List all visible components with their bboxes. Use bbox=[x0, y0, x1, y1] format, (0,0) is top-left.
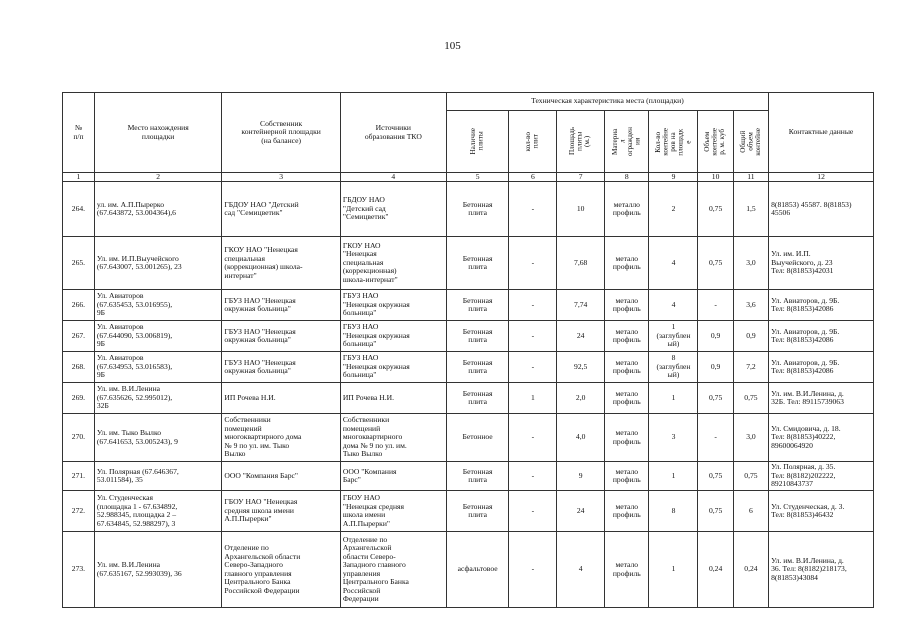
cell-volume: 0,75 bbox=[698, 182, 733, 237]
column-number: 3 bbox=[222, 173, 340, 182]
cell-containers: 1 bbox=[649, 462, 698, 491]
cell-owner: ГБОУ НАО "Ненецкая средняя школа имени А.П.Пырерки" bbox=[222, 491, 340, 532]
cell-total-volume: 0,75 bbox=[733, 462, 768, 491]
cell-location: Ул. Студенческая (площадка 1 - 67.634892, 52.988345, площадка 2 – 67.634845, 52.988297), 3 bbox=[94, 491, 222, 532]
cell-location: Ул. им. И.П.Выучейского (67.643007, 53.001265), 23 bbox=[94, 237, 222, 290]
cell-containers: 4 bbox=[649, 237, 698, 290]
cell-fence: метало профиль bbox=[605, 237, 649, 290]
cell-location: Ул. Авиаторов (67.635453, 53.016955), 9Б bbox=[94, 290, 222, 321]
cell-total-volume: 6 bbox=[733, 491, 768, 532]
cell-num: 271. bbox=[63, 462, 95, 491]
cell-slab-count: - bbox=[509, 237, 557, 290]
cell-num: 266. bbox=[63, 290, 95, 321]
column-number: 7 bbox=[557, 173, 605, 182]
cell-volume: 0,75 bbox=[698, 383, 733, 414]
cell-slab: Бетонная плита bbox=[446, 491, 509, 532]
cell-slab-count: - bbox=[509, 414, 557, 462]
cell-volume: 0,75 bbox=[698, 491, 733, 532]
table-row bbox=[63, 182, 874, 237]
header-slab: Наличие плиты bbox=[446, 111, 509, 173]
cell-volume: 0,9 bbox=[698, 321, 733, 352]
cell-num: 267. bbox=[63, 321, 95, 352]
cell-num: 270. bbox=[63, 414, 95, 462]
table-row bbox=[63, 462, 874, 491]
column-number: 11 bbox=[733, 173, 768, 182]
cell-slab: Бетонная плита bbox=[446, 290, 509, 321]
cell-slab: Бетонное bbox=[446, 414, 509, 462]
cell-fence: метало профиль bbox=[605, 321, 649, 352]
column-number-row bbox=[63, 173, 874, 182]
cell-volume: - bbox=[698, 414, 733, 462]
cell-source: ООО "Компания Барс" bbox=[340, 462, 446, 491]
cell-num: 273. bbox=[63, 532, 95, 608]
header-contacts: Контактные данные bbox=[769, 93, 874, 173]
cell-area: 9 bbox=[557, 462, 605, 491]
cell-owner: ГБДОУ НАО "Детский сад "Семицветик" bbox=[222, 182, 340, 237]
cell-slab-count: 1 bbox=[509, 383, 557, 414]
cell-source: ИП Рочева Н.И. bbox=[340, 383, 446, 414]
cell-source: ГБУЗ НАО "Ненецкая окружная больница" bbox=[340, 290, 446, 321]
cell-contacts: Ул. Смидовича, д. 18. Тел: 8(81853)40222, 89600064920 bbox=[769, 414, 874, 462]
cell-contacts: Ул. Полярная, д. 35. Тел: 8(8182)202222, 89210843737 bbox=[769, 462, 874, 491]
cell-area: 10 bbox=[557, 182, 605, 237]
cell-slab: Бетонная плита bbox=[446, 383, 509, 414]
cell-owner: ГБУЗ НАО "Ненецкая окружная больница" bbox=[222, 352, 340, 383]
cell-num: 269. bbox=[63, 383, 95, 414]
cell-area: 92,5 bbox=[557, 352, 605, 383]
column-number: 1 bbox=[63, 173, 95, 182]
cell-num: 264. bbox=[63, 182, 95, 237]
column-number: 4 bbox=[340, 173, 446, 182]
cell-slab: Бетонная плита bbox=[446, 237, 509, 290]
cell-total-volume: 3,0 bbox=[733, 414, 768, 462]
cell-area: 7,68 bbox=[557, 237, 605, 290]
cell-contacts: Ул. Авиаторов, д. 9Б. Тел: 8(81853)42086 bbox=[769, 290, 874, 321]
cell-area: 4 bbox=[557, 532, 605, 608]
column-number: 6 bbox=[509, 173, 557, 182]
page-number: 105 bbox=[444, 40, 461, 52]
header-tech-group: Техническая характеристика места (площадки) bbox=[446, 93, 768, 111]
cell-slab: Бетонная плита bbox=[446, 182, 509, 237]
cell-slab-count: - bbox=[509, 462, 557, 491]
cell-containers: 3 bbox=[649, 414, 698, 462]
cell-total-volume: 1,5 bbox=[733, 182, 768, 237]
cell-source: ГКОУ НАО "Ненецкая специальная (коррекционная) школа-интернат" bbox=[340, 237, 446, 290]
cell-contacts: Ул. им. В.И.Ленина, д. 36. Тел: 8(8182)218173, 8(81853)43084 bbox=[769, 532, 874, 608]
header-container-volume: Объем контейне р, м. куб bbox=[698, 111, 733, 173]
cell-containers: 2 bbox=[649, 182, 698, 237]
cell-area: 4,0 bbox=[557, 414, 605, 462]
cell-slab: Бетонная плита bbox=[446, 462, 509, 491]
header-row bbox=[63, 93, 874, 111]
cell-num: 268. bbox=[63, 352, 95, 383]
header-num: № п/п bbox=[63, 93, 95, 173]
column-number: 8 bbox=[605, 173, 649, 182]
cell-slab-count: - bbox=[509, 491, 557, 532]
cell-total-volume: 0,9 bbox=[733, 321, 768, 352]
header-total-volume: Общий объем контейне bbox=[733, 111, 768, 173]
cell-containers: 8 bbox=[649, 491, 698, 532]
cell-slab-count: - bbox=[509, 290, 557, 321]
cell-area: 2,0 bbox=[557, 383, 605, 414]
cell-volume: - bbox=[698, 290, 733, 321]
cell-owner: ГБУЗ НАО "Ненецкая окружная больница" bbox=[222, 321, 340, 352]
cell-slab: асфальтовое bbox=[446, 532, 509, 608]
column-number: 12 bbox=[769, 173, 874, 182]
cell-contacts: Ул. им. В.И.Ленина, д. 32Б. Тел: 89115739063 bbox=[769, 383, 874, 414]
cell-owner: ИП Рочева Н.И. bbox=[222, 383, 340, 414]
table-body bbox=[63, 182, 874, 608]
cell-num: 265. bbox=[63, 237, 95, 290]
cell-contacts: 8(81853) 45587. 8(81853) 45506 bbox=[769, 182, 874, 237]
header-slab-count: кол-во плит bbox=[509, 111, 557, 173]
cell-location: Ул. Полярная (67.646367, 53.011584), 35 bbox=[94, 462, 222, 491]
cell-fence: металло профиль bbox=[605, 182, 649, 237]
header-slab-area: Площадь плиты (м.) bbox=[557, 111, 605, 173]
cell-fence: метало профиль bbox=[605, 414, 649, 462]
cell-source: Отделение по Архангельской области Северо- Западного главного управления Центрального Банка Российской Федерации bbox=[340, 532, 446, 608]
cell-area: 7,74 bbox=[557, 290, 605, 321]
column-number: 9 bbox=[649, 173, 698, 182]
cell-location: Ул. Авиаторов (67.634953, 53.016583), 9Б bbox=[94, 352, 222, 383]
table-row bbox=[63, 237, 874, 290]
cell-fence: метало профиль bbox=[605, 491, 649, 532]
cell-source: ГБДОУ НАО "Детский сад "Семицветик" bbox=[340, 182, 446, 237]
cell-fence: метало профиль bbox=[605, 532, 649, 608]
cell-slab-count: - bbox=[509, 532, 557, 608]
cell-owner: Отделение по Архангельской области Северо-Западного главного управления Центрального Банка Российской Федерации bbox=[222, 532, 340, 608]
cell-area: 24 bbox=[557, 491, 605, 532]
cell-contacts: Ул. Студенческая, д. 3. Тел: 8(81853)46432 bbox=[769, 491, 874, 532]
table-row bbox=[63, 414, 874, 462]
table-row bbox=[63, 321, 874, 352]
cell-fence: метало профиль bbox=[605, 290, 649, 321]
header-container-count: Кол-во контейне ров на площадк е bbox=[649, 111, 698, 173]
column-number: 2 bbox=[94, 173, 222, 182]
cell-containers: 1 bbox=[649, 532, 698, 608]
cell-owner: Собственники помещений многоквартирного дома № 9 по ул. им. Тыко Вылко bbox=[222, 414, 340, 462]
cell-num: 272. bbox=[63, 491, 95, 532]
cell-source: ГБУЗ НАО "Ненецкая окружная больница" bbox=[340, 352, 446, 383]
cell-total-volume: 0,24 bbox=[733, 532, 768, 608]
cell-volume: 0,75 bbox=[698, 237, 733, 290]
cell-source: Собственники помещений многоквартирного дома № 9 по ул. им. Тыко Вылко bbox=[340, 414, 446, 462]
table-row bbox=[63, 352, 874, 383]
cell-location: Ул. им. В.И.Ленина (67.635167, 52.993039), 36 bbox=[94, 532, 222, 608]
cell-containers: 1 bbox=[649, 383, 698, 414]
cell-location: ул. им. А.П.Пырерко (67.643872, 53.004364),6 bbox=[94, 182, 222, 237]
header-location: Место нахождения площадки bbox=[94, 93, 222, 173]
cell-contacts: Ул. им. И.П. Выучейского, д. 23 Тел: 8(81853)42031 bbox=[769, 237, 874, 290]
cell-volume: 0,9 bbox=[698, 352, 733, 383]
table-row bbox=[63, 491, 874, 532]
cell-fence: метало профиль bbox=[605, 352, 649, 383]
cell-containers: 8 (заглублен ый) bbox=[649, 352, 698, 383]
cell-location: Ул. Авиаторов (67.644090, 53.006819), 9Б bbox=[94, 321, 222, 352]
column-number: 10 bbox=[698, 173, 733, 182]
cell-slab-count: - bbox=[509, 321, 557, 352]
waste-sites-table bbox=[62, 92, 874, 608]
column-number: 5 bbox=[446, 173, 509, 182]
cell-contacts: Ул. Авиаторов, д. 9Б. Тел: 8(81853)42086 bbox=[769, 352, 874, 383]
cell-total-volume: 3,6 bbox=[733, 290, 768, 321]
cell-total-volume: 0,75 bbox=[733, 383, 768, 414]
cell-location: Ул. им. В.И.Ленина (67.635626, 52.995012), 32Б bbox=[94, 383, 222, 414]
cell-slab-count: - bbox=[509, 182, 557, 237]
cell-total-volume: 3,0 bbox=[733, 237, 768, 290]
cell-slab: Бетонная плита bbox=[446, 352, 509, 383]
cell-owner: ООО "Компания Барс" bbox=[222, 462, 340, 491]
header-owner: Собственник контейнерной площадки (на балансе) bbox=[222, 93, 340, 173]
header-fence-material: Материа л огражден ия bbox=[605, 111, 649, 173]
cell-slab-count: - bbox=[509, 352, 557, 383]
cell-containers: 1 (заглублен ый) bbox=[649, 321, 698, 352]
cell-owner: ГКОУ НАО "Ненецкая специальная (коррекционная) школа- интернат" bbox=[222, 237, 340, 290]
cell-owner: ГБУЗ НАО "Ненецкая окружная больница" bbox=[222, 290, 340, 321]
header-sources: Источники образования ТКО bbox=[340, 93, 446, 173]
table-row bbox=[63, 532, 874, 608]
cell-area: 24 bbox=[557, 321, 605, 352]
cell-source: ГБОУ НАО "Ненецкая средняя школа имени А.П.Пырерки" bbox=[340, 491, 446, 532]
cell-fence: метало профиль bbox=[605, 462, 649, 491]
table-row bbox=[63, 290, 874, 321]
cell-source: ГБУЗ НАО "Ненецкая окружная больница" bbox=[340, 321, 446, 352]
table-row bbox=[63, 383, 874, 414]
cell-containers: 4 bbox=[649, 290, 698, 321]
cell-contacts: Ул. Авиаторов, д. 9Б. Тел: 8(81853)42086 bbox=[769, 321, 874, 352]
cell-location: Ул. им. Тыко Вылко (67.641653, 53.005243), 9 bbox=[94, 414, 222, 462]
cell-fence: метало профиль bbox=[605, 383, 649, 414]
cell-slab: Бетонная плита bbox=[446, 321, 509, 352]
cell-total-volume: 7,2 bbox=[733, 352, 768, 383]
cell-volume: 0,24 bbox=[698, 532, 733, 608]
cell-volume: 0,75 bbox=[698, 462, 733, 491]
